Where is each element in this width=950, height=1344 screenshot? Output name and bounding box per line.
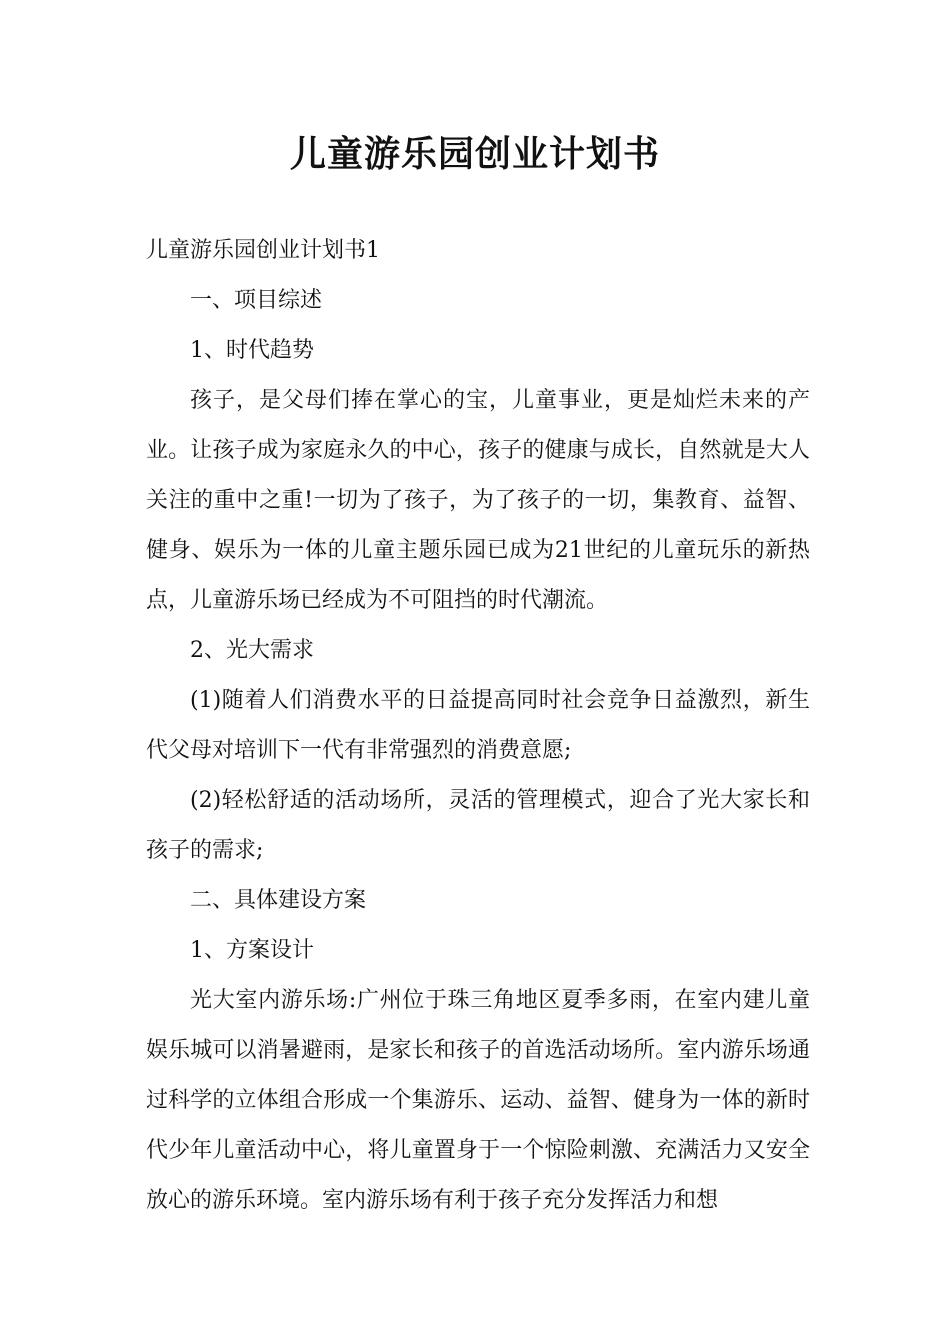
paragraph-demand-1: (1)随着人们消费水平的日益提高同时社会竞争日益激烈，新生代父母对培训下一代有非常强烈的消费意愿; — [146, 688, 810, 763]
heading-trend: 1、时代趋势 — [190, 338, 314, 363]
document-title: 儿童游乐园创业计划书 — [289, 133, 660, 175]
paragraph-trend: 孩子，是父母们捧在掌心的宝，儿童事业，更是灿烂未来的产业。让孩子成为家庭永久的中心，孩子的健康与成长，自然就是大人关注的重中之重!一切为了孩子，为了孩子的一切，集教育、益智、健身、娱乐为一体的儿童主题乐园已成为21世纪的儿童玩乐的新热点，儿童游乐场已经成为不可阻挡的时代潮流。 — [146, 388, 810, 613]
paragraph-subtitle: 儿童游乐园创业计划书1 — [146, 238, 380, 263]
heading-plan-design: 1、方案设计 — [190, 938, 314, 963]
paragraph-plan-design: 光大室内游乐场:广州位于珠三角地区夏季多雨，在室内建儿童娱乐城可以消暑避雨，是家长和孩子的首选活动场所。室内游乐场通过科学的立体组合形成一个集游乐、运动、益智、健身为一体的新时代少年儿童活动中心，将儿童置身于一个惊险刺激、充满活力又安全放心的游乐环境。室内游乐场有利于孩子充分发挥活力和想 — [146, 988, 810, 1213]
heading-demand: 2、光大需求 — [190, 638, 314, 663]
document-body — [146, 226, 810, 1226]
heading-construction-plan: 二、具体建设方案 — [190, 888, 367, 913]
heading-project-overview: 一、项目综述 — [190, 288, 323, 313]
paragraph-demand-2: (2)轻松舒适的活动场所，灵活的管理模式，迎合了光大家长和孩子的需求; — [146, 788, 810, 863]
